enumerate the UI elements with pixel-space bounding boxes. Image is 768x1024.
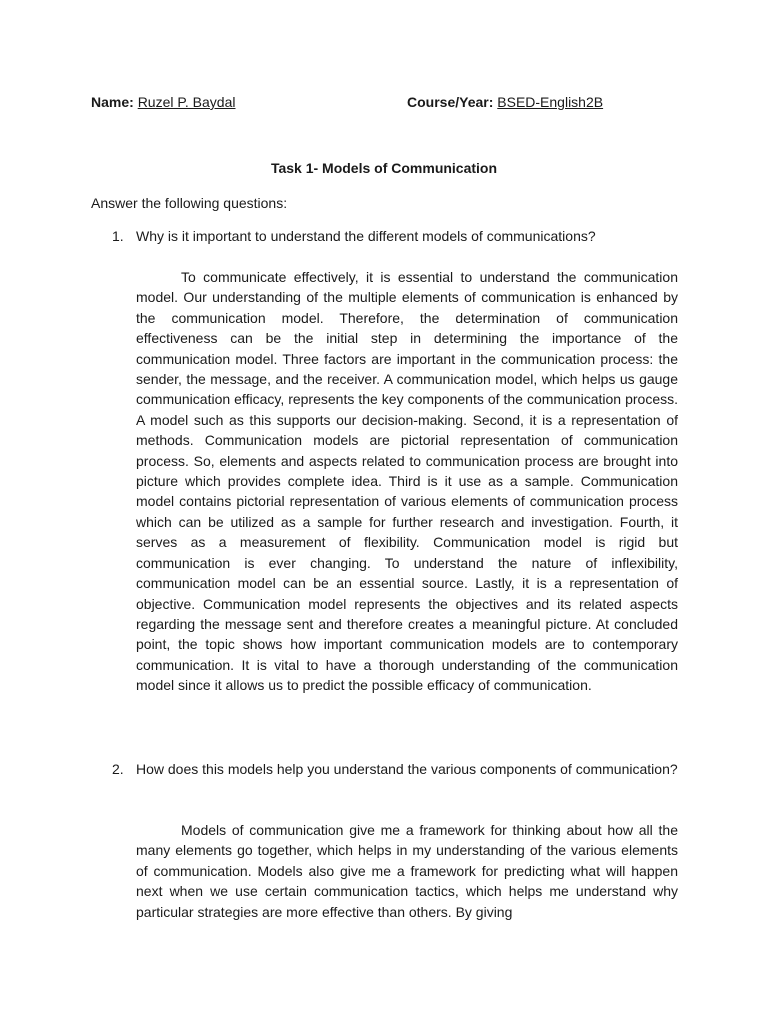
course-value: BSED-English2B bbox=[497, 94, 604, 110]
question-number: 2. bbox=[112, 761, 124, 777]
name-label: Name: bbox=[91, 94, 134, 110]
student-name bbox=[91, 93, 236, 111]
question-text: Why is it important to understand the different models of communications? bbox=[136, 228, 596, 244]
instructions: Answer the following questions: bbox=[91, 195, 288, 211]
course-label: Course/Year: bbox=[407, 94, 494, 110]
answer-2: Models of communication give me a framework for thinking about how all the many elements go together, which helps in my understanding of the various elements of communication. Models also give me a framework for predicting what will happen next when we use certain communication tactics, which helps me understand why particular strategies are more effective than others. By giving bbox=[136, 822, 678, 920]
answer-1: To communicate effectively, it is essential to understand the communication model. Our understanding of the multiple elements of communication is enhanced by the communication model. Therefore, the determination of communication effectiveness can be the initial step in determining the importance of the communication model. Three factors are important in the communication process: the sender, the message, and the receiver. A communication model, which helps us gauge communication efficacy, represents the key components of the communication process. A model such as this supports our decision-making. Second, it is a representation of methods. Communication models are pictorial representation of communication process. So, elements and aspects related to communication process are brought into picture which provides complete idea. Third is it use as a sample. Communication model contains pictorial representation of various elements of communication process which can be utilized as a sample for further research and investigation. Fourth, it serves as a measurement of flexibility. Communication model is rigid but communication is ever changing. To understand the nature of inflexibility, communication model can be an essential source. Lastly, it is a representation of objective. Communication model represents the objectives and its related aspects regarding the message sent and therefore creates a meaningful picture. At concluded point, the topic shows how important communication models are to contemporary communication. It is vital to have a thorough understanding of the communication model since it allows us to predict the possible efficacy of communication. bbox=[136, 269, 678, 694]
name-value: Ruzel P. Baydal bbox=[137, 94, 236, 110]
course-year bbox=[407, 93, 603, 111]
task-title: Task 1- Models of Communication bbox=[270, 160, 498, 176]
question-2 bbox=[112, 759, 678, 779]
question-text: How does this models help you understand the various components of communication? bbox=[136, 761, 678, 777]
question-number: 1. bbox=[112, 228, 124, 244]
question-1 bbox=[112, 226, 678, 246]
